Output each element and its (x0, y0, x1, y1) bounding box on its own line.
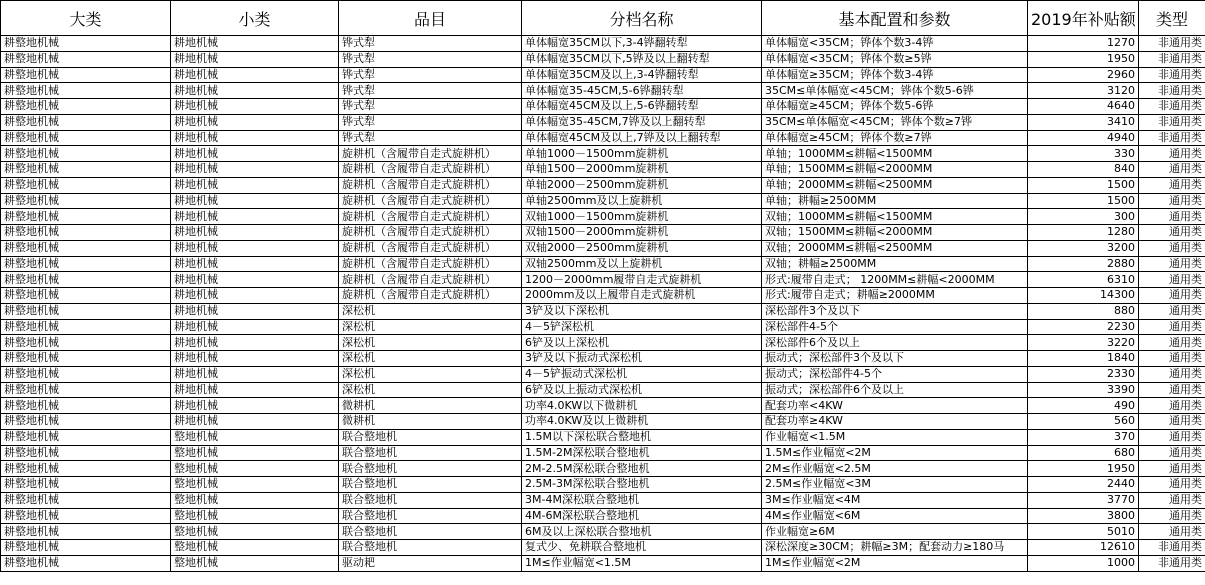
cell-type[interactable]: 非通用类 (1139, 67, 1205, 83)
cell-grade-name[interactable]: 单轴1000－1500mm旋耕机 (522, 146, 762, 162)
cell-item[interactable]: 联合整地机 (339, 492, 522, 508)
cell-grade-name[interactable]: 单体幅宽35CM及以上,3-4铧翻转犁 (522, 67, 762, 83)
table-row (1, 414, 1205, 430)
cell-grade-name[interactable]: 6M及以上深松联合整地机 (522, 524, 762, 540)
cell-config[interactable]: 单体幅宽<35CM；铧体个数≥5铧 (762, 51, 1028, 67)
cell-subcategory[interactable]: 耕地机械 (171, 177, 339, 193)
cell-subsidy[interactable]: 3390 (1028, 382, 1139, 398)
cell-subcategory[interactable]: 整地机械 (171, 508, 339, 524)
cell-type[interactable]: 通用类 (1139, 524, 1205, 540)
cell-item[interactable]: 深松机 (339, 366, 522, 382)
table-row (1, 303, 1205, 319)
cell-type[interactable]: 通用类 (1139, 335, 1205, 351)
cell-item[interactable]: 联合整地机 (339, 429, 522, 445)
cell-subsidy[interactable]: 2230 (1028, 319, 1139, 335)
cell-item[interactable]: 联合整地机 (339, 445, 522, 461)
cell-subcategory[interactable]: 整地机械 (171, 461, 339, 477)
table-row (1, 193, 1205, 209)
cell-item[interactable]: 深松机 (339, 351, 522, 367)
cell-category[interactable]: 耕整地机械 (1, 114, 171, 130)
cell-type[interactable]: 通用类 (1139, 366, 1205, 382)
cell-config[interactable]: 单体幅宽≥35CM；铧体个数3-4铧 (762, 67, 1028, 83)
cell-subsidy[interactable]: 370 (1028, 429, 1139, 445)
table-row (1, 130, 1205, 146)
cell-subsidy[interactable]: 1500 (1028, 177, 1139, 193)
cell-grade-name[interactable]: 复式少、免耕联合整地机 (522, 540, 762, 556)
table-row (1, 272, 1205, 288)
cell-config[interactable]: 2.5M≤作业幅宽<3M (762, 477, 1028, 493)
cell-config[interactable]: 单体幅宽<35CM；铧体个数3-4铧 (762, 36, 1028, 52)
cell-item[interactable]: 旋耕机（含履带自走式旋耕机） (339, 193, 522, 209)
cell-subsidy[interactable]: 3120 (1028, 83, 1139, 99)
cell-subsidy[interactable]: 3410 (1028, 114, 1139, 130)
header-category[interactable]: 大类 (1, 1, 171, 36)
table-row (1, 335, 1205, 351)
cell-grade-name[interactable]: 双轴2000－2500mm旋耕机 (522, 240, 762, 256)
cell-config[interactable]: 2M≤作业幅宽<2.5M (762, 461, 1028, 477)
cell-grade-name[interactable]: 1M≤作业幅宽<1.5M (522, 555, 762, 571)
cell-config[interactable]: 深松深度≥30CM；耕幅≥3M；配套动力≥180马 (762, 540, 1028, 556)
cell-config[interactable]: 配套功率<4KW (762, 398, 1028, 414)
cell-subsidy[interactable]: 4940 (1028, 130, 1139, 146)
cell-category[interactable]: 耕整地机械 (1, 524, 171, 540)
cell-type[interactable]: 通用类 (1139, 445, 1205, 461)
cell-subcategory[interactable]: 整地机械 (171, 477, 339, 493)
cell-config[interactable]: 振动式；深松部件3个及以下 (762, 351, 1028, 367)
cell-subcategory[interactable]: 耕地机械 (171, 83, 339, 99)
header-subsidy[interactable]: 2019年补贴额 (1028, 1, 1139, 36)
cell-subsidy[interactable]: 3220 (1028, 335, 1139, 351)
cell-category[interactable]: 耕整地机械 (1, 272, 171, 288)
cell-subcategory[interactable]: 耕地机械 (171, 335, 339, 351)
cell-type[interactable]: 通用类 (1139, 256, 1205, 272)
cell-item[interactable]: 旋耕机（含履带自走式旋耕机） (339, 225, 522, 241)
cell-category[interactable]: 耕整地机械 (1, 366, 171, 382)
table-body (1, 36, 1205, 572)
cell-type[interactable]: 通用类 (1139, 351, 1205, 367)
cell-subsidy[interactable]: 1280 (1028, 225, 1139, 241)
header-row (1, 1, 1205, 36)
cell-item[interactable]: 铧式犁 (339, 99, 522, 115)
cell-category[interactable]: 耕整地机械 (1, 303, 171, 319)
table-row (1, 209, 1205, 225)
cell-subsidy[interactable]: 14300 (1028, 288, 1139, 304)
cell-subcategory[interactable]: 整地机械 (171, 524, 339, 540)
cell-subsidy[interactable]: 2440 (1028, 477, 1139, 493)
cell-type[interactable]: 通用类 (1139, 209, 1205, 225)
cell-type[interactable]: 通用类 (1139, 193, 1205, 209)
header-type[interactable]: 类型 (1139, 1, 1205, 36)
cell-subsidy[interactable]: 300 (1028, 209, 1139, 225)
cell-item[interactable]: 铧式犁 (339, 83, 522, 99)
cell-type[interactable]: 通用类 (1139, 429, 1205, 445)
cell-item[interactable]: 铧式犁 (339, 130, 522, 146)
cell-grade-name[interactable]: 单轴2000－2500mm旋耕机 (522, 177, 762, 193)
cell-grade-name[interactable]: 功率4.0KW以下微耕机 (522, 398, 762, 414)
table-row (1, 146, 1205, 162)
cell-grade-name[interactable]: 4－5铲振动式深松机 (522, 366, 762, 382)
cell-type[interactable]: 非通用类 (1139, 99, 1205, 115)
cell-subcategory[interactable]: 耕地机械 (171, 51, 339, 67)
cell-subcategory[interactable]: 耕地机械 (171, 225, 339, 241)
cell-type[interactable]: 通用类 (1139, 492, 1205, 508)
cell-category[interactable]: 耕整地机械 (1, 99, 171, 115)
cell-subcategory[interactable]: 耕地机械 (171, 193, 339, 209)
cell-grade-name[interactable]: 单轴2500mm及以上旋耕机 (522, 193, 762, 209)
header-subcategory[interactable]: 小类 (171, 1, 339, 36)
cell-subcategory[interactable]: 整地机械 (171, 429, 339, 445)
cell-grade-name[interactable]: 单体幅宽35CM以下,3-4铧翻转犁 (522, 36, 762, 52)
header-config[interactable]: 基本配置和参数 (762, 1, 1028, 36)
cell-grade-name[interactable]: 单体幅宽45CM及以上,7铧及以上翻转犁 (522, 130, 762, 146)
cell-type[interactable]: 通用类 (1139, 146, 1205, 162)
cell-item[interactable]: 深松机 (339, 303, 522, 319)
cell-subsidy[interactable]: 560 (1028, 414, 1139, 430)
cell-config[interactable]: 单轴；2000MM≤耕幅<2500MM (762, 177, 1028, 193)
cell-type[interactable]: 通用类 (1139, 414, 1205, 430)
cell-subcategory[interactable]: 耕地机械 (171, 99, 339, 115)
cell-subsidy[interactable]: 3200 (1028, 240, 1139, 256)
cell-grade-name[interactable]: 2.5M-3M深松联合整地机 (522, 477, 762, 493)
cell-category[interactable]: 耕整地机械 (1, 193, 171, 209)
cell-type[interactable]: 通用类 (1139, 319, 1205, 335)
cell-category[interactable]: 耕整地机械 (1, 477, 171, 493)
cell-subcategory[interactable]: 耕地机械 (171, 272, 339, 288)
cell-item[interactable]: 深松机 (339, 319, 522, 335)
cell-subsidy[interactable]: 1840 (1028, 351, 1139, 367)
cell-subsidy[interactable]: 5010 (1028, 524, 1139, 540)
table-row (1, 382, 1205, 398)
cell-category[interactable]: 耕整地机械 (1, 429, 171, 445)
table-row (1, 240, 1205, 256)
cell-subsidy[interactable]: 680 (1028, 445, 1139, 461)
cell-subcategory[interactable]: 耕地机械 (171, 366, 339, 382)
cell-config[interactable]: 振动式；深松部件6个及以上 (762, 382, 1028, 398)
cell-type[interactable]: 非通用类 (1139, 555, 1205, 571)
cell-category[interactable]: 耕整地机械 (1, 225, 171, 241)
cell-category[interactable]: 耕整地机械 (1, 162, 171, 178)
cell-config[interactable]: 1.5M≤作业幅宽<2M (762, 445, 1028, 461)
cell-subcategory[interactable]: 整地机械 (171, 445, 339, 461)
cell-config[interactable]: 单轴；1000MM≤耕幅<1500MM (762, 146, 1028, 162)
cell-grade-name[interactable]: 2M-2.5M深松联合整地机 (522, 461, 762, 477)
cell-type[interactable]: 非通用类 (1139, 114, 1205, 130)
cell-subcategory[interactable]: 耕地机械 (171, 146, 339, 162)
table-row (1, 177, 1205, 193)
cell-category[interactable]: 耕整地机械 (1, 209, 171, 225)
cell-subsidy[interactable]: 1950 (1028, 461, 1139, 477)
cell-subcategory[interactable]: 耕地机械 (171, 414, 339, 430)
cell-category[interactable]: 耕整地机械 (1, 335, 171, 351)
cell-subsidy[interactable]: 2880 (1028, 256, 1139, 272)
table-row (1, 67, 1205, 83)
cell-subsidy[interactable]: 1950 (1028, 51, 1139, 67)
cell-config[interactable]: 4M≤作业幅宽<6M (762, 508, 1028, 524)
cell-subcategory[interactable]: 耕地机械 (171, 67, 339, 83)
cell-subcategory[interactable]: 耕地机械 (171, 288, 339, 304)
cell-config[interactable]: 作业幅宽<1.5M (762, 429, 1028, 445)
cell-config[interactable]: 35CM≤单体幅宽<45CM；铧体个数≥7铧 (762, 114, 1028, 130)
cell-category[interactable]: 耕整地机械 (1, 288, 171, 304)
cell-grade-name[interactable]: 1.5M以下深松联合整地机 (522, 429, 762, 445)
cell-type[interactable]: 通用类 (1139, 225, 1205, 241)
cell-category[interactable]: 耕整地机械 (1, 351, 171, 367)
cell-config[interactable]: 1M≤作业幅宽<2M (762, 555, 1028, 571)
cell-category[interactable]: 耕整地机械 (1, 146, 171, 162)
cell-grade-name[interactable]: 单体幅宽45CM及以上,5-6铧翻转犁 (522, 99, 762, 115)
cell-config[interactable]: 形式:履带自走式； 1200MM≤耕幅<2000MM (762, 272, 1028, 288)
cell-config[interactable]: 双轴；2000MM≤耕幅<2500MM (762, 240, 1028, 256)
cell-config[interactable]: 形式:履带自走式；耕幅≥2000MM (762, 288, 1028, 304)
cell-type[interactable]: 通用类 (1139, 508, 1205, 524)
cell-item[interactable]: 联合整地机 (339, 524, 522, 540)
cell-category[interactable]: 耕整地机械 (1, 67, 171, 83)
cell-subcategory[interactable]: 耕地机械 (171, 240, 339, 256)
cell-config[interactable]: 深松部件6个及以上 (762, 335, 1028, 351)
cell-grade-name[interactable]: 1200－2000mm履带自走式旋耕机 (522, 272, 762, 288)
cell-item[interactable]: 联合整地机 (339, 477, 522, 493)
cell-subsidy[interactable]: 6310 (1028, 272, 1139, 288)
cell-item[interactable]: 旋耕机（含履带自走式旋耕机） (339, 288, 522, 304)
cell-config[interactable]: 3M≤作业幅宽<4M (762, 492, 1028, 508)
cell-item[interactable]: 旋耕机（含履带自走式旋耕机） (339, 256, 522, 272)
cell-subcategory[interactable]: 耕地机械 (171, 303, 339, 319)
table-row (1, 162, 1205, 178)
cell-category[interactable]: 耕整地机械 (1, 445, 171, 461)
cell-category[interactable]: 耕整地机械 (1, 382, 171, 398)
cell-type[interactable]: 通用类 (1139, 288, 1205, 304)
cell-subcategory[interactable]: 整地机械 (171, 555, 339, 571)
table-row (1, 492, 1205, 508)
cell-subcategory[interactable]: 耕地机械 (171, 256, 339, 272)
cell-category[interactable]: 耕整地机械 (1, 36, 171, 52)
cell-type[interactable]: 通用类 (1139, 398, 1205, 414)
cell-item[interactable]: 微耕机 (339, 414, 522, 430)
cell-type[interactable]: 通用类 (1139, 272, 1205, 288)
cell-subsidy[interactable]: 1500 (1028, 193, 1139, 209)
cell-config[interactable]: 振动式；深松部件4-5个 (762, 366, 1028, 382)
cell-subcategory[interactable]: 耕地机械 (171, 130, 339, 146)
cell-grade-name[interactable]: 双轴2500mm及以上旋耕机 (522, 256, 762, 272)
cell-subsidy[interactable]: 2960 (1028, 67, 1139, 83)
cell-item[interactable]: 铧式犁 (339, 36, 522, 52)
cell-category[interactable]: 耕整地机械 (1, 51, 171, 67)
cell-category[interactable]: 耕整地机械 (1, 461, 171, 477)
table-row (1, 398, 1205, 414)
cell-grade-name[interactable]: 3铲及以下振动式深松机 (522, 351, 762, 367)
cell-type[interactable]: 通用类 (1139, 461, 1205, 477)
cell-config[interactable]: 单体幅宽≥45CM；铧体个数5-6铧 (762, 99, 1028, 115)
cell-grade-name[interactable]: 2000mm及以上履带自走式旋耕机 (522, 288, 762, 304)
cell-type[interactable]: 非通用类 (1139, 36, 1205, 52)
cell-grade-name[interactable]: 功率4.0KW及以上微耕机 (522, 414, 762, 430)
cell-item[interactable]: 旋耕机（含履带自走式旋耕机） (339, 162, 522, 178)
cell-subsidy[interactable]: 490 (1028, 398, 1139, 414)
cell-grade-name[interactable]: 单体幅宽35CM以下,5铧及以上翻转犁 (522, 51, 762, 67)
cell-item[interactable]: 旋耕机（含履带自走式旋耕机） (339, 272, 522, 288)
table-row (1, 114, 1205, 130)
table-row (1, 99, 1205, 115)
cell-grade-name[interactable]: 单轴1500－2000mm旋耕机 (522, 162, 762, 178)
table-row (1, 225, 1205, 241)
cell-category[interactable]: 耕整地机械 (1, 256, 171, 272)
cell-subcategory[interactable]: 整地机械 (171, 492, 339, 508)
cell-type[interactable]: 通用类 (1139, 177, 1205, 193)
cell-category[interactable]: 耕整地机械 (1, 492, 171, 508)
cell-config[interactable]: 单轴；耕幅≥2500MM (762, 193, 1028, 209)
cell-config[interactable]: 双轴；耕幅≥2500MM (762, 256, 1028, 272)
cell-subcategory[interactable]: 整地机械 (171, 540, 339, 556)
cell-config[interactable]: 单体幅宽≥45CM；铧体个数≥7铧 (762, 130, 1028, 146)
cell-subcategory[interactable]: 耕地机械 (171, 162, 339, 178)
table-row (1, 288, 1205, 304)
cell-subsidy[interactable]: 2330 (1028, 366, 1139, 382)
cell-item[interactable]: 铧式犁 (339, 51, 522, 67)
cell-item[interactable]: 联合整地机 (339, 508, 522, 524)
cell-grade-name[interactable]: 单体幅宽35-45CM,5-6铧翻转犁 (522, 83, 762, 99)
cell-grade-name[interactable]: 单体幅宽35-45CM,7铧及以上翻转犁 (522, 114, 762, 130)
table-row (1, 555, 1205, 571)
cell-category[interactable]: 耕整地机械 (1, 83, 171, 99)
cell-grade-name[interactable]: 3铲及以下深松机 (522, 303, 762, 319)
cell-subsidy[interactable]: 1000 (1028, 555, 1139, 571)
cell-type[interactable]: 通用类 (1139, 382, 1205, 398)
cell-config[interactable]: 双轴；1500MM≤耕幅<2000MM (762, 225, 1028, 241)
cell-category[interactable]: 耕整地机械 (1, 177, 171, 193)
cell-grade-name[interactable]: 双轴1500－2000mm旋耕机 (522, 225, 762, 241)
cell-type[interactable]: 通用类 (1139, 162, 1205, 178)
cell-subsidy[interactable]: 3770 (1028, 492, 1139, 508)
cell-subcategory[interactable]: 耕地机械 (171, 36, 339, 52)
table-row (1, 36, 1205, 52)
cell-config[interactable]: 单轴；1500MM≤耕幅<2000MM (762, 162, 1028, 178)
cell-type[interactable]: 非通用类 (1139, 83, 1205, 99)
table-row (1, 445, 1205, 461)
cell-item[interactable]: 微耕机 (339, 398, 522, 414)
cell-config[interactable]: 深松部件4-5个 (762, 319, 1028, 335)
cell-type[interactable]: 通用类 (1139, 240, 1205, 256)
table-row (1, 524, 1205, 540)
cell-subsidy[interactable]: 1270 (1028, 36, 1139, 52)
table-row (1, 461, 1205, 477)
table-row (1, 51, 1205, 67)
table-row (1, 83, 1205, 99)
cell-grade-name[interactable]: 3M-4M深松联合整地机 (522, 492, 762, 508)
cell-subcategory[interactable]: 耕地机械 (171, 319, 339, 335)
header-item[interactable]: 品目 (339, 1, 522, 36)
table-row (1, 540, 1205, 556)
cell-grade-name[interactable]: 6铲及以上振动式深松机 (522, 382, 762, 398)
cell-category[interactable]: 耕整地机械 (1, 398, 171, 414)
table-row (1, 319, 1205, 335)
cell-item[interactable]: 深松机 (339, 382, 522, 398)
cell-grade-name[interactable]: 双轴1000－1500mm旋耕机 (522, 209, 762, 225)
cell-item[interactable]: 驱动耙 (339, 555, 522, 571)
cell-item[interactable]: 联合整地机 (339, 461, 522, 477)
cell-category[interactable]: 耕整地机械 (1, 555, 171, 571)
cell-grade-name[interactable]: 6铲及以上深松机 (522, 335, 762, 351)
cell-item[interactable]: 联合整地机 (339, 540, 522, 556)
cell-item[interactable]: 旋耕机（含履带自走式旋耕机） (339, 177, 522, 193)
cell-subcategory[interactable]: 耕地机械 (171, 351, 339, 367)
cell-type[interactable]: 非通用类 (1139, 540, 1205, 556)
cell-subcategory[interactable]: 耕地机械 (171, 114, 339, 130)
cell-category[interactable]: 耕整地机械 (1, 240, 171, 256)
cell-category[interactable]: 耕整地机械 (1, 319, 171, 335)
cell-config[interactable]: 配套功率≥4KW (762, 414, 1028, 430)
header-grade-name[interactable]: 分档名称 (522, 1, 762, 36)
cell-subsidy[interactable]: 3800 (1028, 508, 1139, 524)
cell-subsidy[interactable]: 330 (1028, 146, 1139, 162)
cell-config[interactable]: 35CM≤单体幅宽<45CM；铧体个数5-6铧 (762, 83, 1028, 99)
table-row (1, 508, 1205, 524)
cell-subsidy[interactable]: 840 (1028, 162, 1139, 178)
cell-subsidy[interactable]: 12610 (1028, 540, 1139, 556)
cell-subsidy[interactable]: 880 (1028, 303, 1139, 319)
table-row (1, 477, 1205, 493)
cell-grade-name[interactable]: 4M-6M深松联合整地机 (522, 508, 762, 524)
cell-type[interactable]: 非通用类 (1139, 130, 1205, 146)
table-row (1, 256, 1205, 272)
cell-subsidy[interactable]: 4640 (1028, 99, 1139, 115)
cell-grade-name[interactable]: 1.5M-2M深松联合整地机 (522, 445, 762, 461)
cell-grade-name[interactable]: 4－5铲深松机 (522, 319, 762, 335)
cell-category[interactable]: 耕整地机械 (1, 130, 171, 146)
cell-config[interactable]: 双轴；1000MM≤耕幅<1500MM (762, 209, 1028, 225)
cell-category[interactable]: 耕整地机械 (1, 540, 171, 556)
cell-category[interactable]: 耕整地机械 (1, 414, 171, 430)
cell-subcategory[interactable]: 耕地机械 (171, 398, 339, 414)
table-row (1, 429, 1205, 445)
cell-type[interactable]: 非通用类 (1139, 51, 1205, 67)
cell-item[interactable]: 深松机 (339, 335, 522, 351)
cell-item[interactable]: 旋耕机（含履带自走式旋耕机） (339, 240, 522, 256)
cell-subcategory[interactable]: 耕地机械 (171, 382, 339, 398)
table-row (1, 366, 1205, 382)
cell-category[interactable]: 耕整地机械 (1, 508, 171, 524)
table-row (1, 351, 1205, 367)
cell-item[interactable]: 旋耕机（含履带自走式旋耕机） (339, 146, 522, 162)
cell-item[interactable]: 铧式犁 (339, 67, 522, 83)
cell-type[interactable]: 通用类 (1139, 303, 1205, 319)
cell-type[interactable]: 通用类 (1139, 477, 1205, 493)
cell-config[interactable]: 深松部件3个及以下 (762, 303, 1028, 319)
cell-subcategory[interactable]: 耕地机械 (171, 209, 339, 225)
cell-item[interactable]: 旋耕机（含履带自走式旋耕机） (339, 209, 522, 225)
cell-config[interactable]: 作业幅宽≥6M (762, 524, 1028, 540)
cell-item[interactable]: 铧式犁 (339, 114, 522, 130)
